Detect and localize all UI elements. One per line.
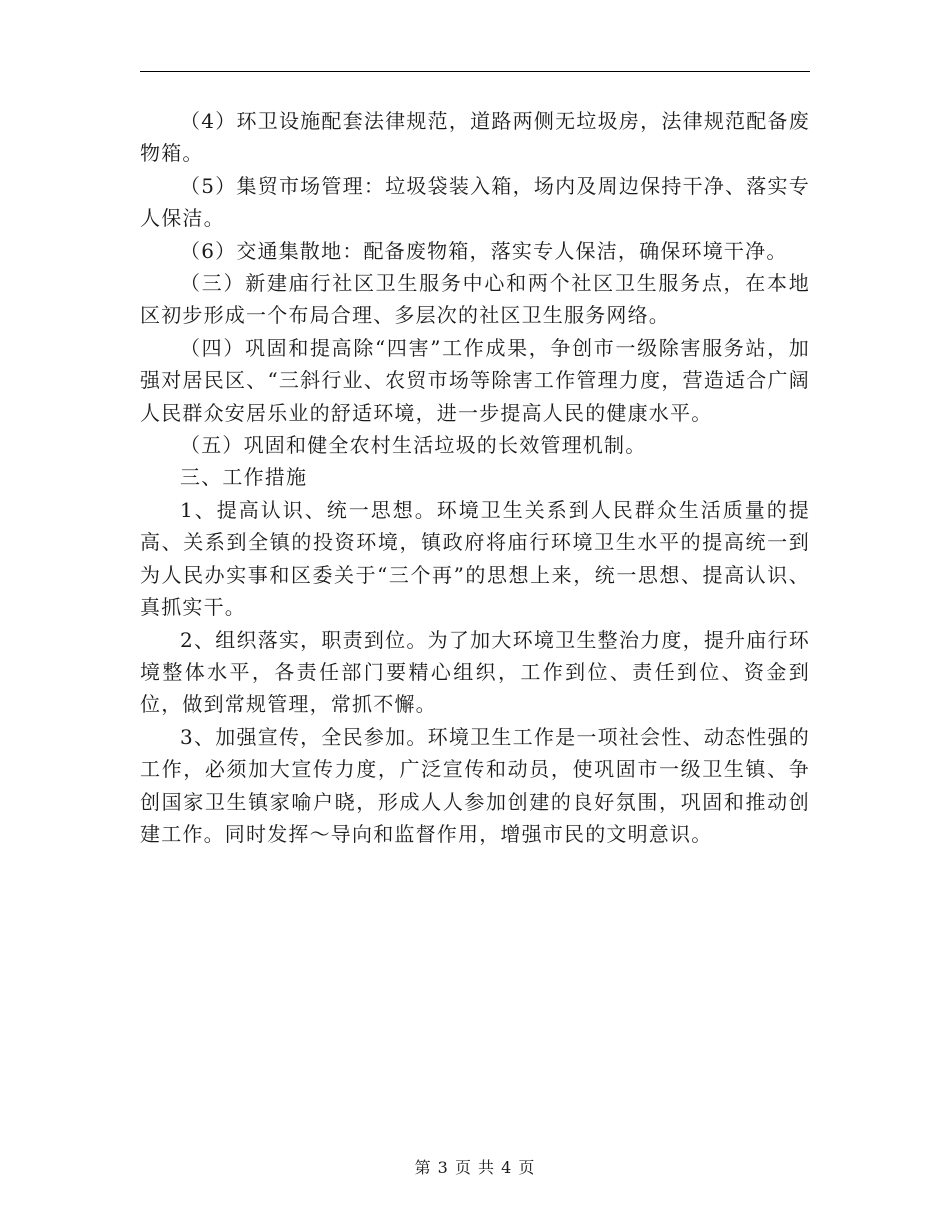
paragraph-sanitation-facilities: （4）环卫设施配套法律规范，道路两侧无垃圾房，法律规范配备废物箱。: [140, 109, 810, 166]
paragraph-pest-control: （四）巩固和提高除“四害”工作成果，争创市一级除害服务站，加强对居民区、“三斜行业、农贸市场等除害工作管理力度，营造适合广阔人民群众安居乐业的舒适环境，进一步提高人民的健康水平。: [140, 335, 810, 425]
footer-prefix: 第: [414, 1158, 432, 1177]
footer-current-page: 3: [437, 1158, 449, 1177]
paragraph-rural-waste: （五）巩固和健全农村生活垃圾的长效管理机制。: [180, 433, 647, 458]
page-footer: [0, 1155, 950, 1178]
footer-suffix: 页: [518, 1158, 536, 1177]
paragraph-community-health: （三）新建庙行社区卫生服务中心和两个社区卫生服务点，在本地区初步形成一个布局合理、多层次的社区卫生服务网络。: [140, 271, 810, 328]
paragraph-measure-publicity: 3、加强宣传，全民参加。环境卫生工作是一项社会性、动态性强的工作，必须加大宣传力度，广泛宣传和动员，使巩固市一级卫生镇、争创国家卫生镇家喻户晓，形成人人参加创建的良好氛围，巩固和推动创建工作。同时发挥～导向和监督作用，增强市民的文明意识。: [140, 724, 810, 846]
paragraph-market-management: （5）集贸市场管理：垃圾袋装入箱，场内及周边保持干净、落实专人保洁。: [140, 173, 810, 231]
paragraph-measure-awareness: 1、提高认识、统一思想。环境卫生关系到人民群众生活质量的提高、关系到全镇的投资环境，镇政府将庙行环境卫生水平的提高统一到为人民办实事和区委关于“三个再”的思想上来，统一思想、提高认识、真抓实干。: [140, 497, 810, 620]
paragraph-transport-hubs: （6）交通集散地：配备废物箱，落实专人保洁，确保环境干净。: [180, 238, 788, 263]
footer-mid: 页 共: [454, 1158, 496, 1177]
footer-total-pages: 4: [501, 1158, 513, 1177]
section-heading-measures: 三、工作措施: [180, 465, 308, 490]
paragraph-measure-organization: 2、组织落实，职责到位。为了加大环境卫生整治力度，提升庙行环境整体水平，各责任部门要精心组织，工作到位、责任到位、资金到位，做到常规管理，常抓不懈。: [140, 627, 810, 717]
document-body: [140, 105, 810, 850]
header-rule: [140, 71, 810, 72]
